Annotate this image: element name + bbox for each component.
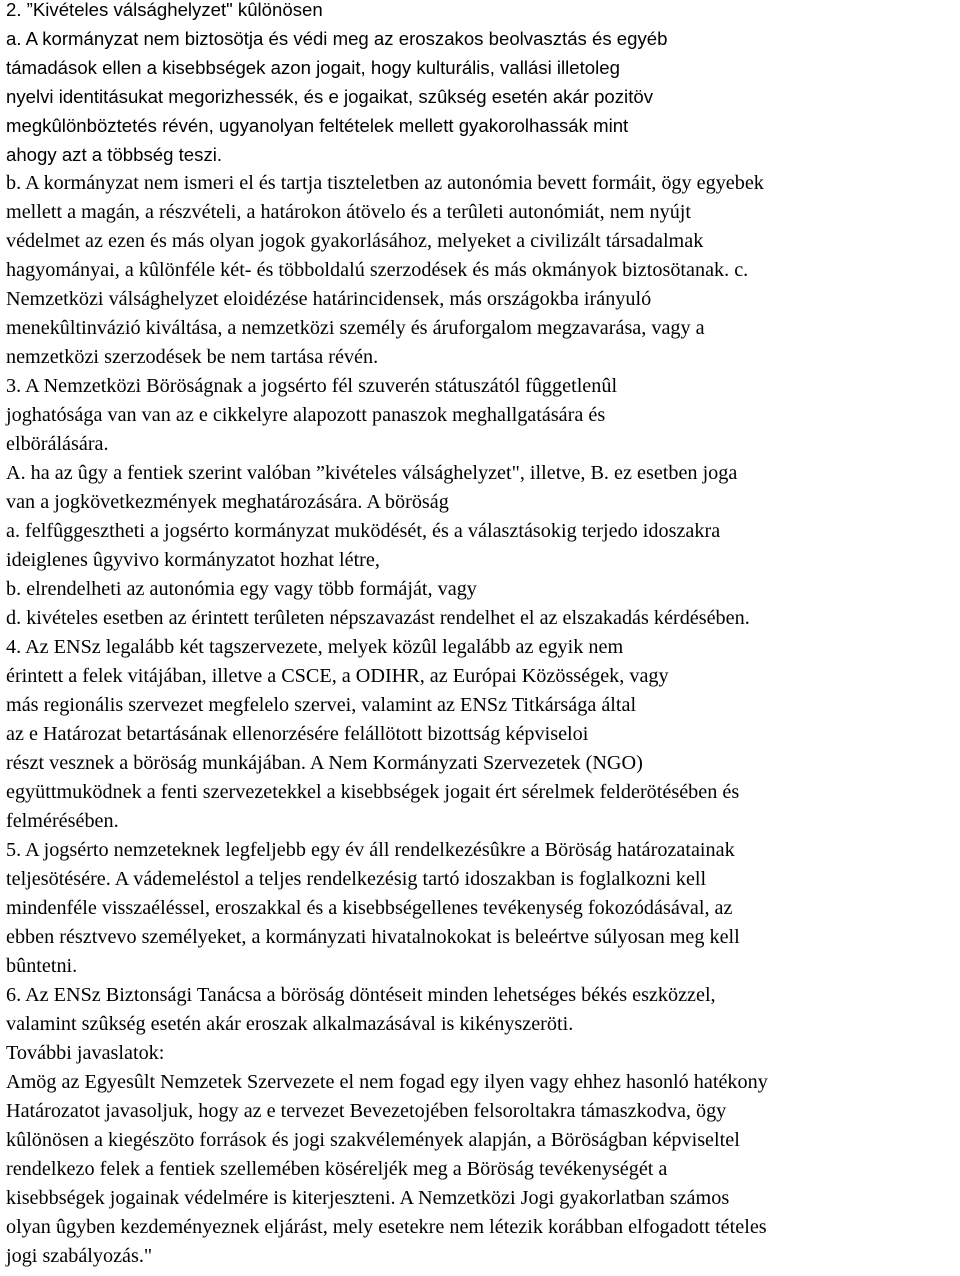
text-line: Határozatot javasoljuk, hogy az e tervezet Bevezetojében felsoroltakra támaszkodva, ögy	[6, 1100, 727, 1122]
text-line: támadások ellen a kisebbségek azon jogait, hogy kulturális, vallási illetoleg	[6, 57, 620, 78]
text-line: hagyományai, a kûlönféle két- és többoldalú szerzodések és más okmányok biztosötanak. c.	[6, 259, 749, 281]
text-line: van a jogkövetkezmények meghatározására. A böröság	[6, 491, 449, 513]
text-line: az e Határozat betartásának ellenorzésére felállötott bizottság képviseloi	[6, 723, 589, 745]
text-line: menekûltinvázió kiváltása, a nemzetközi személy és áruforgalom megzavarása, vagy a	[6, 317, 705, 339]
text-line: együttmuködnek a fenti szervezetekkel a kisebbségek jogait ért sérelmek felderötésében és	[6, 781, 740, 803]
text-line: ebben résztvevo személyeket, a kormányzati hivatalnokokat is beleértve súlyosan meg kell	[6, 926, 740, 948]
text-line: a. felfûggesztheti a jogsérto kormányzat muködését, és a választásokig terjedo idoszakra	[6, 520, 721, 542]
text-line: nyelvi identitásukat megorizhessék, és e jogaikat, szûkség esetén akár pozitöv	[6, 86, 653, 107]
text-line: teljesötésére. A vádemeléstol a teljes rendelkezésig tartó idoszakban is foglalkozni kell	[6, 868, 707, 890]
text-line: a. A kormányzat nem biztosötja és védi meg az eroszakos beolvasztás és egyéb	[6, 28, 668, 49]
text-line: bûntetni.	[6, 955, 78, 977]
text-line: b. elrendelheti az autonómia egy vagy több formáját, vagy	[6, 578, 477, 600]
text-line: 4. Az ENSz legalább két tagszervezete, melyek közûl legalább az egyik nem	[6, 636, 624, 658]
text-line: rendelkezo felek a fentiek szellemében köséreljék meg a Böröság tevékenységét a	[6, 1158, 668, 1180]
text-line: elbörálására.	[6, 433, 109, 455]
text-line: védelmet az ezen és más olyan jogok gyakorlásához, melyeket a civilizált társadalmak	[6, 230, 704, 252]
text-line: mellett a magán, a részvételi, a határokon átövelo és a terûleti autonómiát, nem nyújt	[6, 201, 692, 223]
text-line: valamint szûkség esetén akár eroszak alkalmazásával is kikényszeröti.	[6, 1013, 574, 1035]
text-line: 2. ”Kivételes válsághelyzet" kûlönösen	[6, 0, 323, 20]
text-line: 3. A Nemzetközi Böröságnak a jogsérto fél szuverén státuszától fûggetlenûl	[6, 375, 618, 397]
text-line: részt vesznek a böröság munkájában. A Nem Kormányzati Szervezetek (NGO)	[6, 752, 643, 774]
text-line: jogi szabályozás."	[6, 1245, 153, 1267]
text-line: Nemzetközi válsághelyzet eloidézése határincidensek, más országokba irányuló	[6, 288, 652, 310]
text-line: nemzetközi szerzodések be nem tartása révén.	[6, 346, 379, 368]
text-line: más regionális szervezet megfelelo szervei, valamint az ENSz Titkársága által	[6, 694, 637, 716]
text-line: A. ha az ûgy a fentiek szerint valóban ”kivételes válsághelyzet", illetve, B. ez esetben joga	[6, 462, 738, 484]
text-line: megkûlönböztetés révén, ugyanolyan feltételek mellett gyakorolhassák mint	[6, 115, 629, 136]
text-line: 6. Az ENSz Biztonsági Tanácsa a böröság döntéseit minden lehetséges békés eszközzel,	[6, 984, 716, 1006]
text-line: kûlönösen a kiegészöto források és jogi szakvélemények alapján, a Böröságban képviseltel	[6, 1129, 740, 1151]
text-line: ahogy azt a többség teszi.	[6, 144, 223, 165]
text-line: joghatósága van van az e cikkelyre alapozott panaszok meghallgatására és	[6, 404, 606, 426]
text-line: ideiglenes ûgyvivo kormányzatot hozhat létre,	[6, 549, 380, 571]
text-line: mindenféle visszaéléssel, eroszakkal és a kisebbségellenes tevékenység fokozódásával, az	[6, 897, 733, 919]
text-line: 5. A jogsérto nemzeteknek legfeljebb egy év áll rendelkezésûkre a Böröság határozatainak	[6, 839, 735, 861]
text-line: b. A kormányzat nem ismeri el és tartja tiszteletben az autonómia bevett formáit, ögy egyebek	[6, 172, 764, 194]
text-line: Amög az Egyesûlt Nemzetek Szervezete el nem fogad egy ilyen vagy ehhez hasonló hatékony	[6, 1071, 768, 1093]
text-line: érintett a felek vitájában, illetve a CSCE, a ODIHR, az Európai Közösségek, vagy	[6, 665, 669, 687]
text-line: További javaslatok:	[6, 1042, 165, 1064]
text-line: felmérésében.	[6, 810, 119, 832]
text-line: d. kivételes esetben az érintett terûleten népszavazást rendelhet el az elszakadás kérdésében.	[6, 607, 750, 629]
text-line: kisebbségek jogainak védelmére is kiterjeszteni. A Nemzetközi Jogi gyakorlatban számos	[6, 1187, 730, 1209]
text-line: olyan ûgyben kezdeményeznek eljárást, mely esetekre nem létezik korábban elfogadott tételes	[6, 1216, 767, 1238]
